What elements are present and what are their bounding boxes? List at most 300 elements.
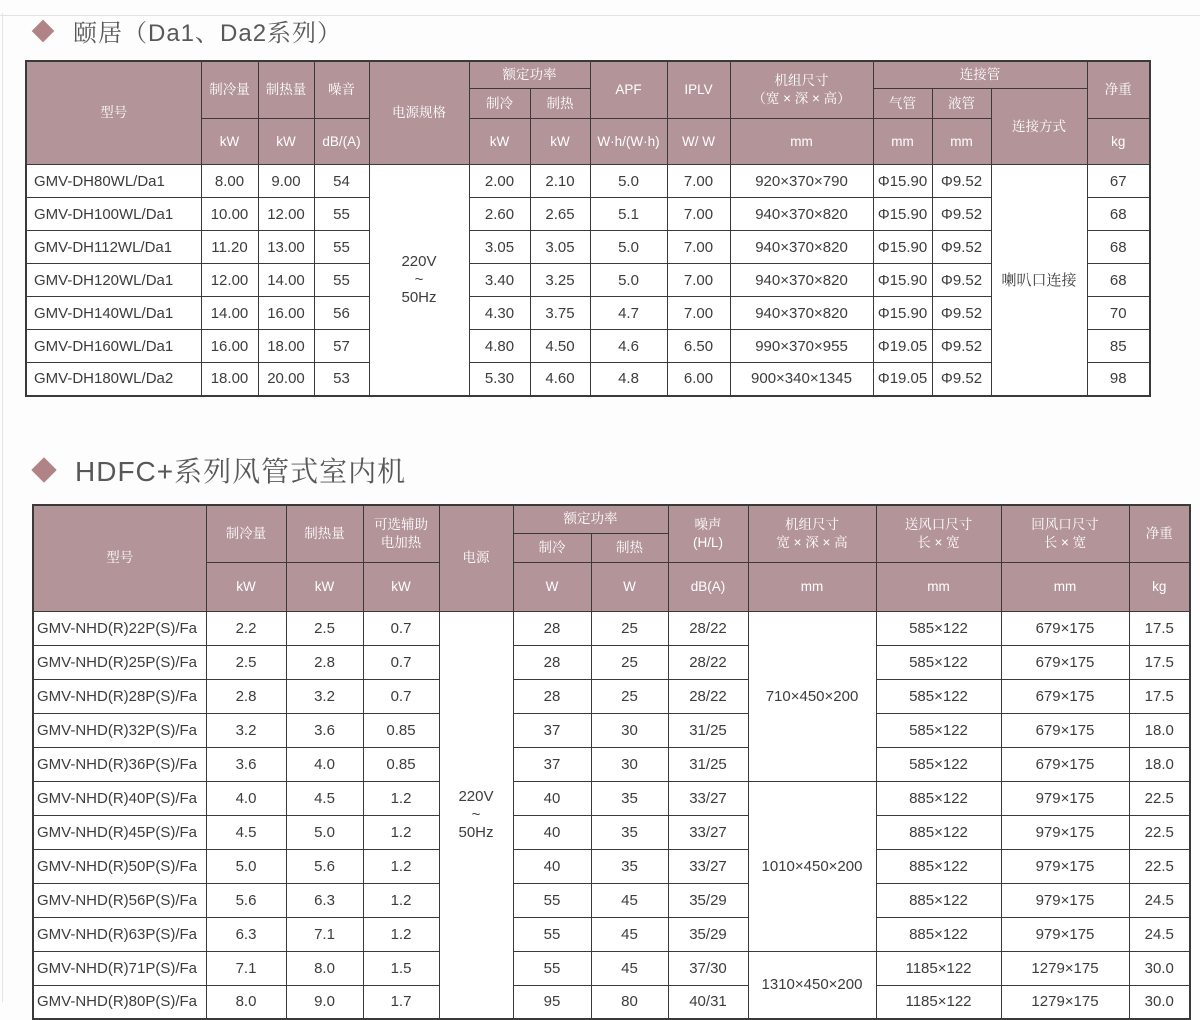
aux-heater-cell: 1.2 — [363, 883, 439, 917]
yiju-table-body — [26, 165, 1150, 396]
noise-cell: 54 — [314, 165, 369, 198]
noise-cell: 55 — [314, 198, 369, 231]
model-cell: GMV-DH160WL/Da1 — [26, 330, 201, 363]
yiju-table-row — [26, 231, 1150, 264]
noise-cell: 57 — [314, 330, 369, 363]
unit-cooling-capacity: kW — [206, 562, 286, 611]
cooling-capacity-cell: 7.1 — [206, 951, 286, 985]
unit-dimensions-cell: 1310×450×200 — [748, 951, 876, 1019]
unit-dimensions-cell: 1010×450×200 — [748, 781, 876, 951]
yiju-table-row — [26, 198, 1150, 231]
section-yiju — [0, 13, 1200, 397]
col-header-apf: APF — [590, 61, 667, 119]
yiju-table-row — [26, 363, 1150, 396]
model-cell: GMV-NHD(R)25P(S)/Fa — [33, 645, 206, 679]
model-cell: GMV-NHD(R)63P(S)/Fa — [33, 917, 206, 951]
iplv-cell: 7.00 — [667, 264, 730, 297]
aux-heater-cell: 1.7 — [363, 985, 439, 1019]
cooling-capacity-cell: 6.3 — [206, 917, 286, 951]
noise-cell: 28/22 — [668, 645, 748, 679]
hdfc-table-row — [33, 951, 1190, 985]
unit-rated-heating: W — [591, 562, 668, 611]
aux-heater-line1: 可选辅助 — [364, 516, 439, 534]
noise-line1: 噪声 — [669, 516, 748, 534]
diamond-bullet-icon — [31, 457, 56, 482]
iplv-cell: 6.50 — [667, 330, 730, 363]
heating-capacity-cell: 4.5 — [286, 781, 363, 815]
rated-power-heating-cell: 25 — [591, 645, 668, 679]
cooling-capacity-cell: 4.0 — [206, 781, 286, 815]
hdfc-table-row — [33, 849, 1190, 883]
apf-cell: 5.1 — [590, 198, 667, 231]
rated-power-heating-cell: 45 — [591, 917, 668, 951]
rated-power-heating-cell: 25 — [591, 679, 668, 713]
rated-power-cooling-cell: 5.30 — [469, 363, 530, 396]
iplv-cell: 7.00 — [667, 231, 730, 264]
supply-outlet-cell: 1185×122 — [876, 985, 1001, 1019]
section-title-yiju — [35, 13, 1200, 48]
heating-capacity-cell: 2.8 — [286, 645, 363, 679]
hdfc-table-row — [33, 713, 1190, 747]
hdfc-table-header — [33, 505, 1190, 612]
heating-capacity-cell: 9.0 — [286, 985, 363, 1019]
noise-line2: (H/L) — [669, 534, 748, 552]
cooling-capacity-cell: 8.00 — [201, 165, 258, 198]
model-cell: GMV-DH112WL/Da1 — [26, 231, 201, 264]
unit-dimensions-cell: 940×370×820 — [730, 198, 873, 231]
rated-power-heating-cell: 35 — [591, 815, 668, 849]
cooling-capacity-cell: 10.00 — [201, 198, 258, 231]
power-supply-cell — [369, 165, 469, 396]
liquid-pipe-cell: Φ9.52 — [932, 165, 991, 198]
rated-power-heating-cell: 2.10 — [530, 165, 590, 198]
noise-cell: 33/27 — [668, 781, 748, 815]
return-inlet-cell: 679×175 — [1001, 747, 1129, 781]
rated-power-cooling-cell: 55 — [513, 951, 591, 985]
power-supply-cell — [439, 611, 513, 1019]
heating-capacity-cell: 12.00 — [258, 198, 314, 231]
unit-gas-pipe: mm — [873, 119, 932, 165]
rated-power-cooling-cell: 55 — [513, 917, 591, 951]
cooling-capacity-cell: 14.00 — [201, 297, 258, 330]
net-weight-cell: 85 — [1087, 330, 1150, 363]
gas-pipe-cell: Φ15.90 — [873, 264, 932, 297]
rated-power-cooling-cell: 28 — [513, 679, 591, 713]
noise-cell: 28/22 — [668, 679, 748, 713]
rated-power-cooling-cell: 40 — [513, 849, 591, 883]
unit-dimensions-line2: （宽 × 深 × 高） — [731, 90, 873, 108]
col-header-cooling-capacity: 制冷量 — [206, 505, 286, 563]
cooling-capacity-cell: 12.00 — [201, 264, 258, 297]
noise-cell: 55 — [314, 264, 369, 297]
cooling-capacity-cell: 3.6 — [206, 747, 286, 781]
rated-power-cooling-cell: 55 — [513, 883, 591, 917]
aux-heater-cell: 0.85 — [363, 713, 439, 747]
gas-pipe-cell: Φ15.90 — [873, 297, 932, 330]
power-supply-line: 220V — [440, 788, 513, 806]
col-header-unit-dimensions — [730, 61, 873, 119]
unit-dimensions-line1: 机组尺寸 — [731, 72, 873, 90]
return-inlet-cell: 679×175 — [1001, 645, 1129, 679]
unit-dimensions: mm — [748, 562, 876, 611]
col-header-return-inlet — [1001, 505, 1129, 563]
heating-capacity-cell: 2.5 — [286, 611, 363, 645]
iplv-cell: 7.00 — [667, 165, 730, 198]
rated-power-cooling-cell: 3.05 — [469, 231, 530, 264]
noise-cell: 33/27 — [668, 849, 748, 883]
cooling-capacity-cell: 2.5 — [206, 645, 286, 679]
col-header-unit-dimensions — [748, 505, 876, 563]
net-weight-cell: 18.0 — [1129, 747, 1190, 781]
unit-iplv: W/ W — [667, 119, 730, 165]
unit-dimensions-cell: 940×370×820 — [730, 297, 873, 330]
hdfc-table-row — [33, 781, 1190, 815]
return-inlet-cell: 979×175 — [1001, 849, 1129, 883]
net-weight-cell: 17.5 — [1129, 679, 1190, 713]
page-frame-left-line — [2, 13, 3, 1002]
return-inlet-cell: 1279×175 — [1001, 951, 1129, 985]
aux-heater-line2: 电加热 — [364, 534, 439, 552]
model-cell: GMV-NHD(R)50P(S)/Fa — [33, 849, 206, 883]
net-weight-cell: 68 — [1087, 198, 1150, 231]
rated-power-cooling-cell: 28 — [513, 611, 591, 645]
yiju-table-row — [26, 297, 1150, 330]
rated-power-cooling-cell: 37 — [513, 747, 591, 781]
aux-heater-cell: 1.2 — [363, 815, 439, 849]
unit-aux-heater: kW — [363, 562, 439, 611]
gas-pipe-cell: Φ15.90 — [873, 231, 932, 264]
col-header-supply-outlet — [876, 505, 1001, 563]
rated-power-heating-cell: 45 — [591, 951, 668, 985]
rated-power-heating-cell: 3.75 — [530, 297, 590, 330]
aux-heater-cell: 1.2 — [363, 781, 439, 815]
rated-power-heating-cell: 3.05 — [530, 231, 590, 264]
col-header-net-weight: 净重 — [1129, 505, 1190, 563]
aux-heater-cell: 1.2 — [363, 849, 439, 883]
unit-dimensions-cell: 920×370×790 — [730, 165, 873, 198]
col-header-rated-heating: 制热 — [591, 533, 668, 562]
hdfc-table-row — [33, 747, 1190, 781]
rated-power-cooling-cell: 95 — [513, 985, 591, 1019]
col-header-liquid-pipe: 液管 — [932, 89, 991, 119]
model-cell: GMV-DH80WL/Da1 — [26, 165, 201, 198]
supply-outlet-cell: 585×122 — [876, 747, 1001, 781]
power-supply-line: 50Hz — [440, 824, 513, 842]
rated-power-cooling-cell: 4.30 — [469, 297, 530, 330]
supply-outlet-cell: 1185×122 — [876, 951, 1001, 985]
net-weight-cell: 17.5 — [1129, 611, 1190, 645]
yiju-table-header — [26, 61, 1150, 165]
net-weight-cell: 24.5 — [1129, 917, 1190, 951]
unit-dimensions-cell: 940×370×820 — [730, 231, 873, 264]
noise-cell: 55 — [314, 231, 369, 264]
gas-pipe-cell: Φ15.90 — [873, 165, 932, 198]
rated-power-cooling-cell: 40 — [513, 815, 591, 849]
rated-power-cooling-cell: 2.00 — [469, 165, 530, 198]
aux-heater-cell: 0.7 — [363, 611, 439, 645]
heating-capacity-cell: 3.6 — [286, 713, 363, 747]
model-cell: GMV-NHD(R)71P(S)/Fa — [33, 951, 206, 985]
cooling-capacity-cell: 5.0 — [206, 849, 286, 883]
unit-liquid-pipe: mm — [932, 119, 991, 165]
liquid-pipe-cell: Φ9.52 — [932, 198, 991, 231]
unit-rated-cooling: kW — [469, 119, 530, 165]
section-hdfc — [0, 450, 1200, 1020]
section-title-hdfc — [35, 450, 1200, 490]
supply-outlet-line2: 长 × 宽 — [877, 534, 1001, 552]
rated-power-heating-cell: 35 — [591, 781, 668, 815]
hdfc-table-body — [33, 611, 1190, 1019]
cooling-capacity-cell: 18.00 — [201, 363, 258, 396]
iplv-cell: 6.00 — [667, 363, 730, 396]
unit-rated-cooling: W — [513, 562, 591, 611]
liquid-pipe-cell: Φ9.52 — [932, 231, 991, 264]
model-cell: GMV-DH140WL/Da1 — [26, 297, 201, 330]
net-weight-cell: 24.5 — [1129, 883, 1190, 917]
cooling-capacity-cell: 3.2 — [206, 713, 286, 747]
iplv-cell: 7.00 — [667, 198, 730, 231]
noise-cell: 35/29 — [668, 883, 748, 917]
model-cell: GMV-NHD(R)56P(S)/Fa — [33, 883, 206, 917]
col-header-power-supply: 电源 — [439, 505, 513, 612]
gas-pipe-cell: Φ15.90 — [873, 198, 932, 231]
model-cell: GMV-NHD(R)80P(S)/Fa — [33, 985, 206, 1019]
unit-dimensions-cell: 900×340×1345 — [730, 363, 873, 396]
col-header-rated-cooling: 制冷 — [513, 533, 591, 562]
net-weight-cell: 22.5 — [1129, 849, 1190, 883]
hdfc-table-row — [33, 883, 1190, 917]
hdfc-table-row — [33, 985, 1190, 1019]
gas-pipe-cell: Φ19.05 — [873, 330, 932, 363]
return-inlet-line1: 回风口尺寸 — [1002, 516, 1129, 534]
unit-net-weight: kg — [1087, 119, 1150, 165]
col-header-connection-method: 连接方式 — [991, 89, 1087, 165]
cooling-capacity-cell: 2.2 — [206, 611, 286, 645]
cooling-capacity-cell: 4.5 — [206, 815, 286, 849]
unit-heating-capacity: kW — [258, 119, 314, 165]
rated-power-heating-cell: 25 — [591, 611, 668, 645]
col-header-gas-pipe: 气管 — [873, 89, 932, 119]
model-cell: GMV-DH120WL/Da1 — [26, 264, 201, 297]
col-header-connection-pipe: 连接管 — [873, 61, 1087, 89]
yiju-table-row — [26, 330, 1150, 363]
noise-cell: 31/25 — [668, 713, 748, 747]
model-cell: GMV-NHD(R)45P(S)/Fa — [33, 815, 206, 849]
unit-dimensions-line2: 宽 × 深 × 高 — [749, 534, 876, 552]
net-weight-cell: 98 — [1087, 363, 1150, 396]
apf-cell: 5.0 — [590, 264, 667, 297]
noise-cell: 40/31 — [668, 985, 748, 1019]
unit-noise: dB/(A) — [314, 119, 369, 165]
heating-capacity-cell: 5.6 — [286, 849, 363, 883]
model-cell: GMV-DH180WL/Da2 — [26, 363, 201, 396]
net-weight-cell: 18.0 — [1129, 713, 1190, 747]
aux-heater-cell: 1.5 — [363, 951, 439, 985]
heating-capacity-cell: 14.00 — [258, 264, 314, 297]
col-header-heating-capacity: 制热量 — [258, 61, 314, 119]
unit-supply-outlet: mm — [876, 562, 1001, 611]
return-inlet-cell: 979×175 — [1001, 917, 1129, 951]
col-header-noise — [668, 505, 748, 563]
noise-cell: 35/29 — [668, 917, 748, 951]
supply-outlet-cell: 585×122 — [876, 679, 1001, 713]
section-title-text: HDFC+系列风管式室内机 — [75, 450, 406, 490]
liquid-pipe-cell: Φ9.52 — [932, 264, 991, 297]
col-header-power-supply: 电源规格 — [369, 61, 469, 165]
connection-method-cell: 喇叭口连接 — [991, 165, 1087, 396]
supply-outlet-cell: 885×122 — [876, 815, 1001, 849]
rated-power-heating-cell: 2.65 — [530, 198, 590, 231]
hdfc-table-row — [33, 679, 1190, 713]
supply-outlet-cell: 585×122 — [876, 611, 1001, 645]
rated-power-heating-cell: 3.25 — [530, 264, 590, 297]
supply-outlet-cell: 585×122 — [876, 713, 1001, 747]
col-header-model: 型号 — [26, 61, 201, 165]
noise-cell: 33/27 — [668, 815, 748, 849]
unit-apf: W·h/(W·h) — [590, 119, 667, 165]
page-frame-top-line — [0, 15, 1200, 16]
unit-rated-heating: kW — [530, 119, 590, 165]
unit-dimensions-line1: 机组尺寸 — [749, 516, 876, 534]
unit-cooling-capacity: kW — [201, 119, 258, 165]
unit-heating-capacity: kW — [286, 562, 363, 611]
unit-net-weight: kg — [1129, 562, 1190, 611]
noise-cell: 53 — [314, 363, 369, 396]
hdfc-table-row — [33, 815, 1190, 849]
aux-heater-cell: 0.7 — [363, 679, 439, 713]
model-cell: GMV-NHD(R)32P(S)/Fa — [33, 713, 206, 747]
supply-outlet-cell: 585×122 — [876, 645, 1001, 679]
model-cell: GMV-NHD(R)22P(S)/Fa — [33, 611, 206, 645]
rated-power-cooling-cell: 28 — [513, 645, 591, 679]
cooling-capacity-cell: 16.00 — [201, 330, 258, 363]
rated-power-cooling-cell: 3.40 — [469, 264, 530, 297]
col-header-iplv: IPLV — [667, 61, 730, 119]
heating-capacity-cell: 18.00 — [258, 330, 314, 363]
hdfc-table-row — [33, 645, 1190, 679]
yiju-table-row — [26, 264, 1150, 297]
model-cell: GMV-NHD(R)40P(S)/Fa — [33, 781, 206, 815]
apf-cell: 4.8 — [590, 363, 667, 396]
rated-power-heating-cell: 80 — [591, 985, 668, 1019]
net-weight-cell: 30.0 — [1129, 951, 1190, 985]
liquid-pipe-cell: Φ9.52 — [932, 297, 991, 330]
unit-dimensions-cell: 990×370×955 — [730, 330, 873, 363]
net-weight-cell: 68 — [1087, 264, 1150, 297]
col-header-model: 型号 — [33, 505, 206, 612]
supply-outlet-cell: 885×122 — [876, 917, 1001, 951]
cooling-capacity-cell: 2.8 — [206, 679, 286, 713]
aux-heater-cell: 0.85 — [363, 747, 439, 781]
yiju-table-row — [26, 165, 1150, 198]
hdfc-table-row — [33, 917, 1190, 951]
power-supply-line: 220V — [370, 253, 469, 271]
cooling-capacity-cell: 8.0 — [206, 985, 286, 1019]
rated-power-heating-cell: 45 — [591, 883, 668, 917]
heating-capacity-cell: 16.00 — [258, 297, 314, 330]
col-header-aux-heater — [363, 505, 439, 563]
heating-capacity-cell: 9.00 — [258, 165, 314, 198]
heating-capacity-cell: 20.00 — [258, 363, 314, 396]
iplv-cell: 7.00 — [667, 297, 730, 330]
return-inlet-cell: 979×175 — [1001, 815, 1129, 849]
noise-cell: 28/22 — [668, 611, 748, 645]
col-header-rated-power: 额定功率 — [469, 61, 590, 89]
hdfc-table-row — [33, 611, 1190, 645]
supply-outlet-cell: 885×122 — [876, 849, 1001, 883]
section-title-text: 颐居（Da1、Da2系列） — [73, 13, 342, 48]
noise-cell: 37/30 — [668, 951, 748, 985]
aux-heater-cell: 0.7 — [363, 645, 439, 679]
rated-power-cooling-cell: 40 — [513, 781, 591, 815]
unit-dimensions: mm — [730, 119, 873, 165]
supply-outlet-line1: 送风口尺寸 — [877, 516, 1001, 534]
heating-capacity-cell: 13.00 — [258, 231, 314, 264]
net-weight-cell: 22.5 — [1129, 815, 1190, 849]
unit-dimensions-cell: 940×370×820 — [730, 264, 873, 297]
cooling-capacity-cell: 5.6 — [206, 883, 286, 917]
col-header-cooling-capacity: 制冷量 — [201, 61, 258, 119]
power-supply-line: 50Hz — [370, 289, 469, 307]
net-weight-cell: 17.5 — [1129, 645, 1190, 679]
power-supply-line: ~ — [440, 806, 513, 824]
rated-power-heating-cell: 4.50 — [530, 330, 590, 363]
return-inlet-cell: 979×175 — [1001, 781, 1129, 815]
rated-power-cooling-cell: 2.60 — [469, 198, 530, 231]
power-supply-line: ~ — [370, 271, 469, 289]
apf-cell: 4.6 — [590, 330, 667, 363]
heating-capacity-cell: 8.0 — [286, 951, 363, 985]
return-inlet-cell: 679×175 — [1001, 611, 1129, 645]
supply-outlet-cell: 885×122 — [876, 781, 1001, 815]
return-inlet-cell: 979×175 — [1001, 883, 1129, 917]
apf-cell: 4.7 — [590, 297, 667, 330]
return-inlet-line2: 长 × 宽 — [1002, 534, 1129, 552]
return-inlet-cell: 679×175 — [1001, 713, 1129, 747]
model-cell: GMV-DH100WL/Da1 — [26, 198, 201, 231]
supply-outlet-cell: 885×122 — [876, 883, 1001, 917]
rated-power-heating-cell: 4.60 — [530, 363, 590, 396]
col-header-heating-capacity: 制热量 — [286, 505, 363, 563]
heating-capacity-cell: 4.0 — [286, 747, 363, 781]
rated-power-cooling-cell: 37 — [513, 713, 591, 747]
unit-dimensions-cell: 710×450×200 — [748, 611, 876, 781]
col-header-rated-power: 额定功率 — [513, 505, 668, 534]
col-header-rated-heating: 制热 — [530, 89, 590, 119]
heating-capacity-cell: 5.0 — [286, 815, 363, 849]
heating-capacity-cell: 7.1 — [286, 917, 363, 951]
net-weight-cell: 67 — [1087, 165, 1150, 198]
gas-pipe-cell: Φ19.05 — [873, 363, 932, 396]
noise-cell: 31/25 — [668, 747, 748, 781]
apf-cell: 5.0 — [590, 165, 667, 198]
yiju-spec-table — [25, 60, 1151, 397]
net-weight-cell: 68 — [1087, 231, 1150, 264]
unit-noise: dB(A) — [668, 562, 748, 611]
noise-cell: 56 — [314, 297, 369, 330]
heating-capacity-cell: 6.3 — [286, 883, 363, 917]
net-weight-cell: 70 — [1087, 297, 1150, 330]
aux-heater-cell: 1.2 — [363, 917, 439, 951]
rated-power-cooling-cell: 4.80 — [469, 330, 530, 363]
col-header-net-weight: 净重 — [1087, 61, 1150, 119]
heating-capacity-cell: 3.2 — [286, 679, 363, 713]
unit-return-inlet: mm — [1001, 562, 1129, 611]
cooling-capacity-cell: 11.20 — [201, 231, 258, 264]
rated-power-heating-cell: 30 — [591, 747, 668, 781]
return-inlet-cell: 679×175 — [1001, 679, 1129, 713]
diamond-bullet-icon — [32, 19, 55, 42]
